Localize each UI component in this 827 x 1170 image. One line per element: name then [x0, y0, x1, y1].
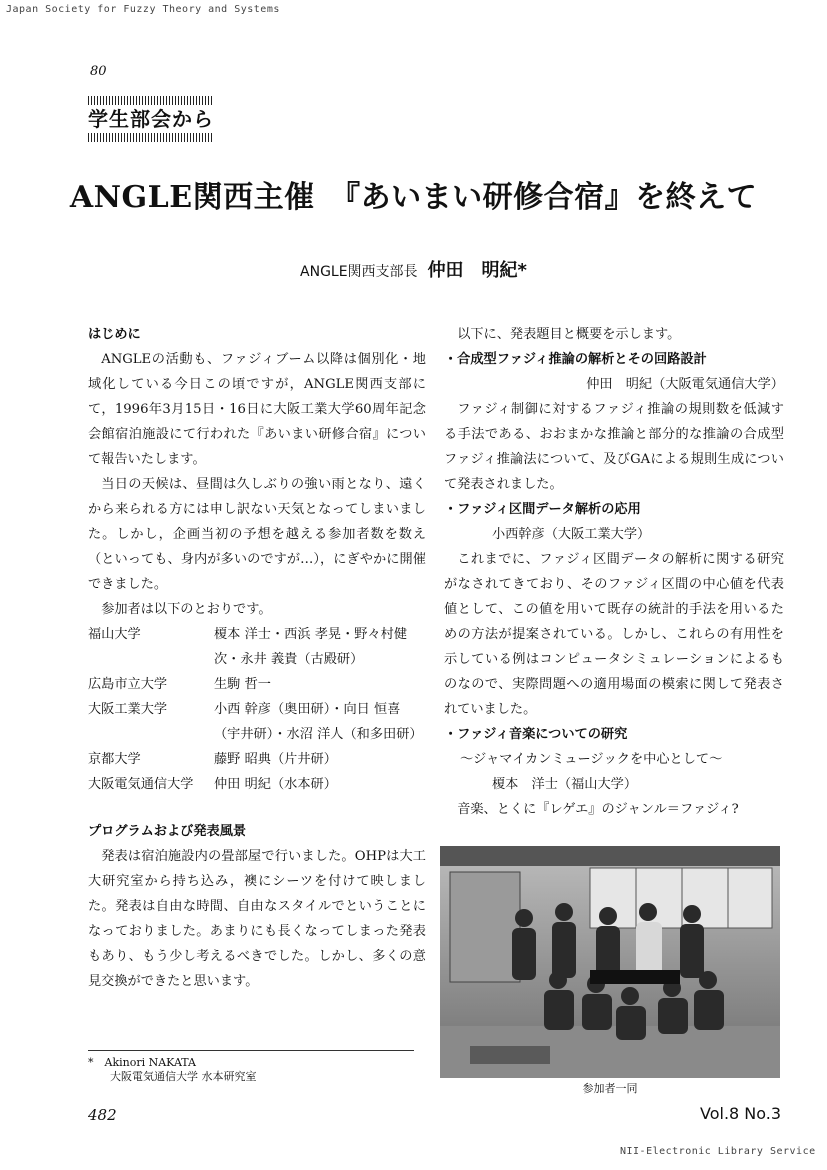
participant-names: 榎本 洋士・西浜 孝晃・野々村健次・永井 義貴（古殿研） — [214, 627, 408, 667]
participant-names: 生駒 哲一 — [214, 677, 271, 692]
footer-note: NII-Electronic Library Service — [620, 1146, 816, 1157]
intro-paragraph-1: ANGLEの活動も、ファジィブーム以降は個別化・地域化している今日この頃ですが，ANGLE関西支部にて，1996年3月15日・16日に大阪工業大学60周年記念会館宿泊施設にて行われた『あいまい研修合宿』について報告いたします。 — [88, 352, 426, 467]
intro-paragraph-3: 参加者は以下のとおりです。 — [101, 602, 272, 617]
header-note: Japan Society for Fuzzy Theory and Systems — [6, 4, 280, 15]
group-photo-image — [440, 846, 780, 1078]
participant-names: 藤野 昭典（片井研） — [214, 752, 337, 767]
volume-label: Vol.8 No.3 — [700, 1104, 782, 1123]
intro-paragraph-2: 当日の天候は、昼間は久しぶりの強い雨となり、遠くから来られる方には申し訳ない天気となってしまいました。しかし，企画当初の予想を越える参加者数を数え（といっても、身内が多いのですが…），にぎやかに開催できました。 — [88, 477, 426, 592]
participant-names: 小西 幹彦（奥田研）・向日 恒喜（宇井研）・水沼 洋人（和多田研） — [214, 702, 423, 742]
footnote-divider — [88, 1050, 414, 1051]
topic-1-byline: 仲田 明紀（大阪電気通信大学） — [586, 377, 784, 392]
author-name: 仲田 明紀* — [427, 260, 527, 281]
table-row — [88, 622, 426, 672]
intro-heading: はじめに — [88, 327, 141, 342]
topic-2-body: これまでに、ファジィ区間データの解析に関する研究がなされてきており、そのファジィ区間の中心値を代表値として、この値を用いて既存の統計的手法を用いるための方法が提案されている。しかし、これらの有用性を示している例はコンピュータシミュレーションによるものなので、実際問題への適用場面の模索に関して発表されていました。 — [444, 552, 784, 717]
page-number-top: 80 — [90, 64, 107, 79]
table-row — [88, 772, 426, 797]
page-number-bottom: 482 — [88, 1106, 117, 1124]
participant-institution: 京都大学 — [88, 752, 141, 767]
group-photo — [440, 846, 780, 1078]
footnote-name: Akinori NAKATA — [104, 1056, 196, 1069]
right-column — [444, 322, 784, 822]
participant-institution: 福山大学 — [88, 627, 141, 642]
participant-names: 仲田 明紀（水本研） — [214, 777, 337, 792]
hatch-bar-bottom — [88, 133, 214, 142]
topic-2-byline: 小西幹彦（大阪工業大学） — [492, 527, 651, 542]
participant-institution: 大阪工業大学 — [88, 702, 168, 717]
topic-3-subtitle: ～ジャマイカンミュージックを中心として～ — [460, 752, 723, 767]
footnote-affiliation: 大阪電気通信大学 水本研究室 — [110, 1070, 257, 1083]
author-line — [0, 256, 827, 282]
section-label-box — [88, 96, 214, 142]
section-label: 学生部会から — [88, 107, 214, 131]
participant-institution: 大阪電気通信大学 — [88, 777, 194, 792]
topic-3-title: ・ファジィ音楽についての研究 — [444, 727, 628, 742]
topic-1-title: ・合成型ファジィ推論の解析とその回路設計 — [444, 352, 707, 367]
footnote — [88, 1056, 257, 1084]
participant-institution: 広島市立大学 — [88, 677, 168, 692]
topics-intro: 以下に、発表題目と概要を示します。 — [457, 327, 681, 342]
footnote-mark: * — [88, 1056, 94, 1069]
participants-table — [88, 622, 426, 797]
program-paragraph: 発表は宿泊施設内の畳部屋で行いました。OHPは大工大研究室から持ち込み，襖にシーツを付けて映しました。発表は自由な時間、自由なスタイルでということになっておりました。あまりにも長くなってしまった発表もあり、もう少し考えるべきでした。しかし、多くの意見交換ができたと思います。 — [88, 849, 426, 989]
topic-2-title: ・ファジィ区間データ解析の応用 — [444, 502, 641, 517]
topic-3-body: 音楽、とくに『レゲエ』のジャンル＝ファジィ? — [457, 802, 739, 817]
table-row — [88, 697, 426, 747]
article-title: ANGLE関西主催 『あいまい研修合宿』を終えて — [69, 180, 758, 215]
table-row — [88, 672, 426, 697]
left-column — [88, 322, 426, 994]
photo-caption: 参加者一同 — [582, 1082, 638, 1095]
table-row — [88, 747, 426, 772]
program-heading: プログラムおよび発表風景 — [88, 824, 247, 839]
hatch-bar-top — [88, 96, 214, 105]
topic-3-byline: 榎本 洋士（福山大学） — [492, 777, 638, 792]
topic-1-body: ファジィ制御に対するファジィ推論の規則数を低減する手法である、おおまかな推論と部分的な推論の合成型ファジィ推論法について、及びGAによる規則生成について発表されました。 — [444, 402, 784, 492]
author-affiliation: ANGLE関西支部長 — [300, 264, 418, 280]
